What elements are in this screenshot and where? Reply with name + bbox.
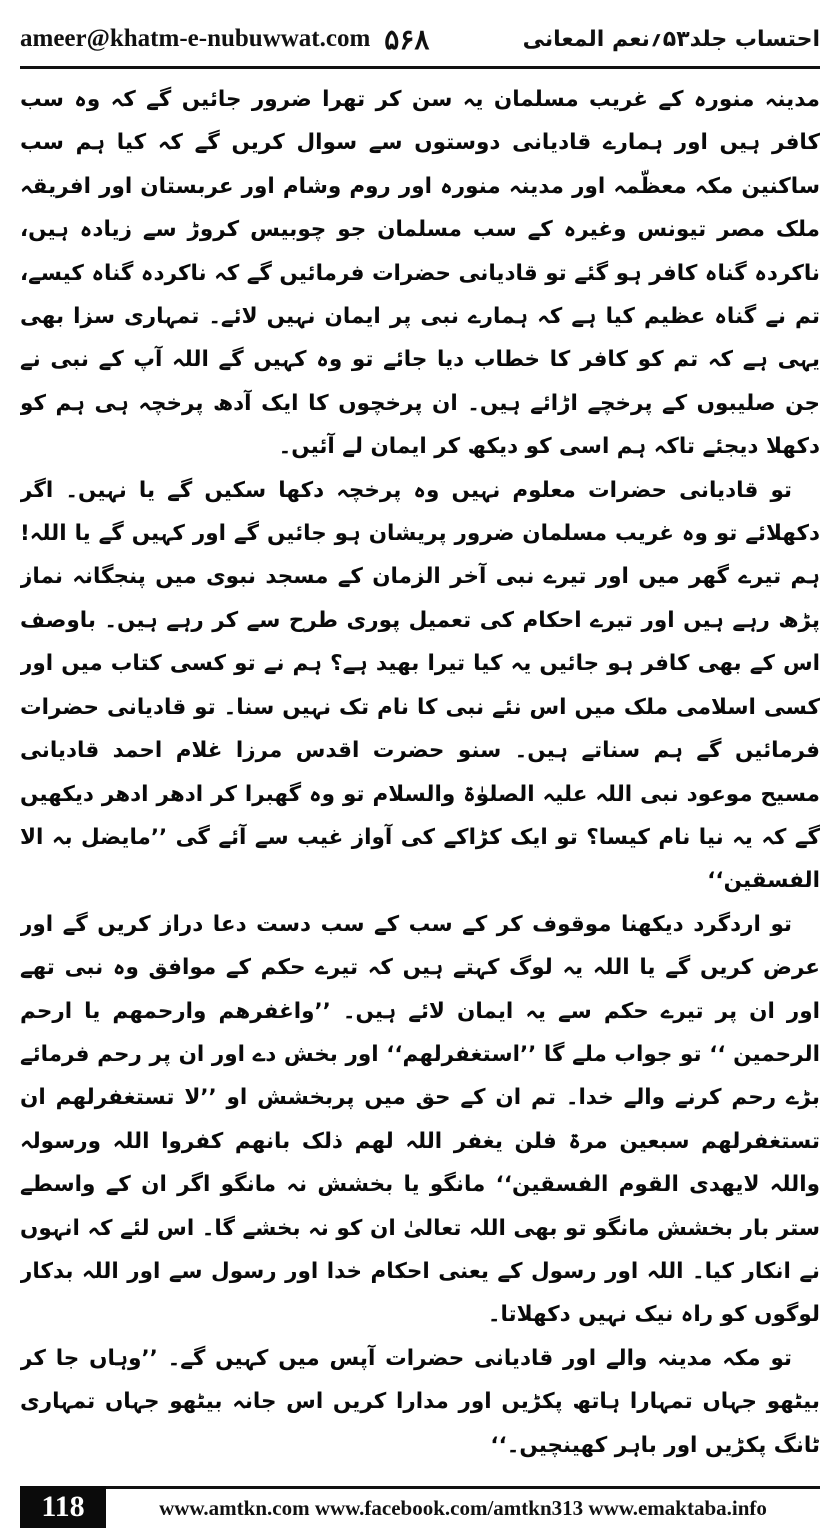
paragraph: تو قادیانی حضرات معلوم نہیں وہ پرخچہ دکھا سکیں گے یا نہیں۔ اگر دکھلائے تو وہ غریب مسلمان ضرور پریشان ہو جائیں گے اور کہیں گے یا اللہ! ہم تیرے گھر میں اور تیرے نبی آخر الزمان کے مسجد نبوی میں پنجگانہ نماز پڑھ رہے ہیں اور تیرے احکام کی تعمیل پوری طرح سے کر رہے ہیں۔ باوصف اس کے بھی کافر ہو جائیں یہ کیا تیرا بھید ہے؟ ہم نے تو کسی کتاب میں اور کسی اسلامی ملک میں اس نئے نبی کا نام تک نہیں سنا۔ تو قادیانی حضرات فرمائیں گے ہم سناتے ہیں۔ سنو حضرت اقدس مرزا غلام احمد قادیانی مسیح موعود نبی اللہ علیہ الصلوٰۃ والسلام تو وہ گھبرا کر ادھر ادھر دیکھیں گے کہ یہ نیا نام کیسا؟ تو ایک کڑاکے کی آواز غیب سے آئے گی ’’مایضل بہ الا الفسقین‘‘ (20, 477, 820, 894)
header-left (20, 23, 429, 56)
body-text (20, 78, 820, 1468)
page-header (20, 14, 820, 64)
header-page-number: ۵۶۸ (384, 22, 430, 56)
header-email: ameer@khatm-e-nubuwwat.com (20, 25, 371, 52)
paragraph: تو مکہ مدینہ والے اور قادیانی حضرات آپس میں کہیں گے۔ ’’وہاں جا کر بیٹھو جہاں تمہارا ہاتھ پکڑیں اور مدارا کریں اس جانہ بیٹھو جہاں تمہاری ٹانگ پکڑیں اور باہر کھینچیں۔‘‘ (20, 1345, 820, 1458)
header-rule (20, 66, 820, 69)
footer-page-number: 118 (20, 1486, 106, 1528)
header-book-title: احتساب جلد۵۳؍نعم المعانی (522, 26, 820, 52)
paragraph: تو اردگرد دیکھنا موقوف کر کے سب کے سب دست دعا دراز کریں گے اور عرض کریں گے یا اللہ یہ لوگ کہتے ہیں کہ تیرے حکم کے موافق وہ نبی تھے اور ان پر تیرے حکم سے یہ ایمان لائے ہیں۔ ’’واغفرھم وارحمھم یا ارحم الرحمین ‘‘ تو جواب ملے گا ’’استغفرلھم‘‘ اور بخش دے اور ان پر رحم فرمائے بڑے رحم کرنے والے خدا۔ تم ان کے حق میں پربخشش او ’’لا تستغفرلھم ان تستغفرلھم سبعین مرۃ فلن یغفر اللہ لھم ذلک بانھم کفروا اللہ ورسولہ واللہ لایھدی القوم الفسقین‘‘ مانگو یا بخشش نہ مانگو اگر ان کے واسطے ستر بار بخشش مانگو تو بھی اللہ تعالیٰ ان کو نہ بخشے گا۔ اس لئے کہ انہوں نے انکار کیا۔ اللہ اور رسول کے یعنی احکام خدا اور رسول سے اور اللہ بدکار لوگوں کو راہ نیک نہیں دکھلاتا۔ (20, 911, 820, 1328)
page-footer (20, 1486, 820, 1528)
paragraph: مدینہ منورہ کے غریب مسلمان یہ سن کر تھرا ضرور جائیں گے کہ وہ سب کافر ہیں اور ہمارے قادیانی دوستوں سے سوال کریں گے کہ کیا ہم سب ساکنین مکہ معظّمہ اور مدینہ منورہ اور روم وشام اور عربستان اور افریقہ ملک مصر تیونس وغیرہ کے سب مسلمان جو چوبیس کروڑ سے زیادہ ہیں، ناکردہ گناہ کافر ہو گئے تو قادیانی حضرات فرمائیں گے کہ ناکردہ گناہ کیسے، تم نے گناہ عظیم کیا ہے کہ ہمارے نبی پر ایمان نہیں لائے۔ تمہاری سزا بھی یہی ہے کہ تم کو کافر کا خطاب دیا جائے تو وہ کہیں گے اللہ آپ کے نبی نے جن صلیبوں کے پرخچے اڑائے ہیں۔ ان پرخچوں کا ایک آدھ پرخچہ ہی ہم کو دکھلا دیجئے تاکہ ہم اسی کو دیکھ کر ایمان لے آئیں۔ (20, 87, 820, 460)
footer-links: www.amtkn.com www.facebook.com/amtkn313 www.emaktaba.info (106, 1486, 820, 1528)
